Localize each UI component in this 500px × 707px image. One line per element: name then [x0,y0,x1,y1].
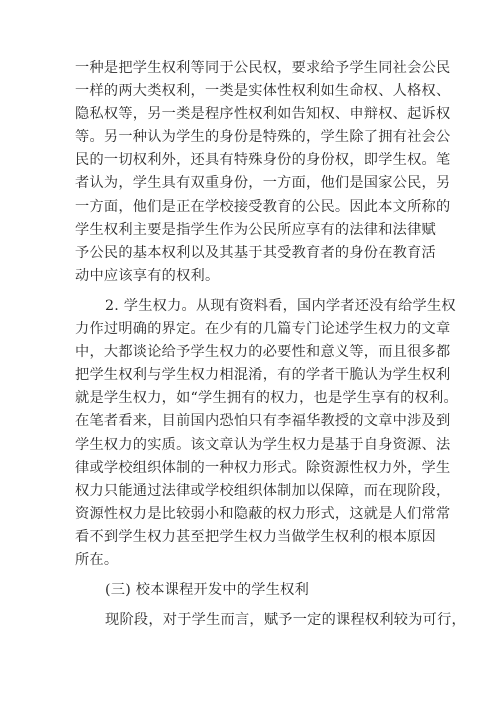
text-line: 权力只能通过法律或学校组织体制加以保障，而在现阶段， [75,482,451,499]
text-line: 现阶段，对于学生而言，赋予一定的课程权利较为可行， [105,612,466,629]
text-line: 看不到学生权力甚至把学生权力当做学生权利的根本原因 [75,528,436,545]
paragraph-student-power [75,295,458,572]
text-line: 力作过明确的界定。在少有的几篇专门论述学生权力的文章 [75,321,451,338]
text-line: 律或学校组织体制的一种权力形式。除资源性权力外，学生 [75,459,451,476]
text-line: 学生权利主要是指学生作为公民所应享有的法律和法律赋 [75,221,436,238]
text-line: 一样的两大类权利，一类是实体性权利如生命权、人格权、 [75,83,451,100]
section-heading: (三) 校本课程开发中的学生权利 [105,582,310,599]
text-line: 在笔者看来，目前国内恐怕只有李福华教授的文章中涉及到 [75,413,451,430]
paragraph-student-rights-definition [75,57,451,288]
text-line: 者认为，学生具有双重身份，一方面，他们是国家公民，另 [75,175,451,192]
paragraph-gap [75,602,427,609]
text-line: 等。另一种认为学生的身份是特殊的，学生除了拥有社会公 [75,129,451,146]
paragraph-gap [75,572,427,579]
paragraph-gap [75,288,427,295]
text-line: 2. 学生权力。从现有资料看，国内学者还没有给学生权 [105,297,456,314]
text-line: 所在。 [75,551,119,568]
text-line: 一种是把学生权利等同于公民权，要求给予学生同社会公民 [75,60,451,76]
text-line: 资源性权力是比较弱小和隐蔽的权力形式，这就是人们常常 [75,505,451,522]
text-line: 就是学生权力，如“学生拥有的权力，也是学生享有的权利。 [75,390,458,407]
text-line: 予公民的基本权利以及其基于其受教育者的身份在教育活 [75,244,436,261]
text-line: 一方面，他们是正在学校接受教育的公民。因此本文所称的 [75,198,451,215]
text-line: 隐私权等，另一类是程序性权利如告知权、申辩权、起诉权 [75,106,451,123]
text-line: 民的一切权利外，还具有特殊身份的身份权，即学生权。笔 [75,152,451,169]
text-line: 把学生权利与学生权力相混淆，有的学者干脆认为学生权利 [75,367,451,384]
text-line: 动中应该享有的权利。 [75,267,220,284]
text-line: 中，大都谈论给予学生权力的必要性和意义等，而且很多都 [75,344,451,361]
paragraph-curriculum-rights [75,609,466,632]
text-line: 学生权力的实质。该文章认为学生权力是基于自身资源、法 [75,436,451,453]
document-body [75,57,466,632]
